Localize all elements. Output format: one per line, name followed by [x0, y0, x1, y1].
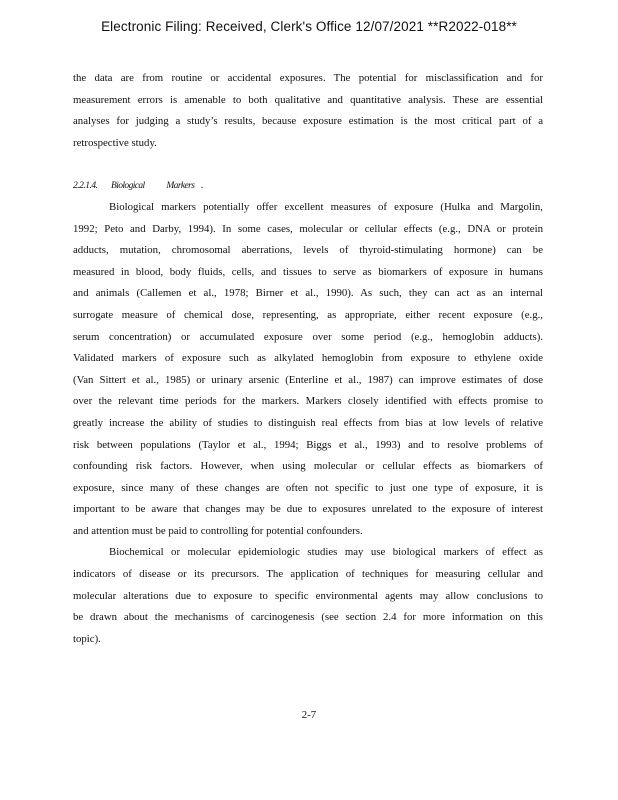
text-line: measured in blood, body fluids, cells, and tissues to serve as biomarkers of exposure in humans: [73, 265, 543, 278]
text-line: surrogate measure of chemical dose, representing, as appropriate, either recent exposure (e.g.,: [73, 308, 543, 321]
text-line: Biological markers potentially offer excellent measures of exposure (Hulka and Margolin,: [109, 200, 543, 213]
text-line: adducts, mutation, chromosomal aberrations, levels of thyroid-stimulating hormone) can be: [73, 244, 543, 257]
paragraph-molecular-epidemiology: [73, 542, 543, 650]
text-line: be drawn about the mechanisms of carcinogenesis (see section 2.4 for more information on this: [73, 611, 543, 624]
text-line: exposure, since many of these changes are often not specific to just one type of exposure, it is: [73, 481, 543, 494]
text-line: Validated markers of exposure such as alkylated hemoglobin from exposure to ethylene oxide: [73, 352, 543, 365]
text-line: (Van Sittert et al., 1985) or urinary arsenic (Enterline et al., 1987) can improve estimates of dose: [73, 373, 543, 386]
section-number: 2.2.1.4.: [73, 181, 98, 192]
section-heading: [73, 175, 543, 197]
section-title: Biological Markers: [111, 181, 195, 192]
text-line: retrospective study.: [73, 136, 157, 149]
text-line: molecular alterations due to exposure to specific environmental agents may allow conclusions to: [73, 589, 543, 602]
paragraph-biological-markers: [73, 197, 543, 543]
document-body: [73, 68, 543, 650]
text-line: analyses for judging a study’s results, because exposure estimation is the most critical part of a: [73, 115, 543, 128]
section-heading-punct: .: [200, 180, 204, 192]
text-line: confounding risk factors. However, when using molecular or cellular effects as biomarkers of: [73, 460, 543, 473]
paragraph-intro: [73, 68, 543, 154]
text-line: important to be aware that changes may be due to exposures unrelated to the exposure of interest: [73, 503, 543, 516]
text-line: topic).: [73, 632, 101, 645]
text-line: the data are from routine or accidental exposures. The potential for misclassification and for: [73, 72, 543, 84]
text-line: and animals (Callemen et al., 1978; Birner et al., 1990). As such, they can act as an internal: [73, 287, 543, 300]
text-line: Biochemical or molecular epidemiologic studies may use biological markers of effect as: [109, 546, 543, 559]
text-line: measurement errors is amenable to both qualitative and quantitative analysis. These are essential: [73, 93, 543, 106]
filing-stamp-header: Electronic Filing: Received, Clerk's Office 12/07/2021 **R2022-018**: [101, 19, 517, 34]
text-line: and attention must be paid to controlling for potential confounders.: [73, 524, 363, 537]
text-line: greatly increase the ability of studies to distinguish real effects from bias at low levels of relative: [73, 416, 543, 429]
text-line: 1992; Peto and Darby, 1994). In some cases, molecular or cellular effects (e.g., DNA or protein: [73, 222, 543, 235]
text-line: risk between populations (Taylor et al., 1994; Biggs et al., 1993) and to resolve problems of: [73, 438, 543, 451]
text-line: over the relevant time periods for the markers. Markers closely identified with effects promise to: [73, 395, 543, 408]
text-line: serum concentration) or accumulated exposure over some period (e.g., hemoglobin adducts).: [73, 330, 543, 343]
text-line: indicators of disease or its precursors. The application of techniques for measuring cellular and: [73, 568, 543, 581]
page-number: 2-7: [301, 709, 317, 721]
